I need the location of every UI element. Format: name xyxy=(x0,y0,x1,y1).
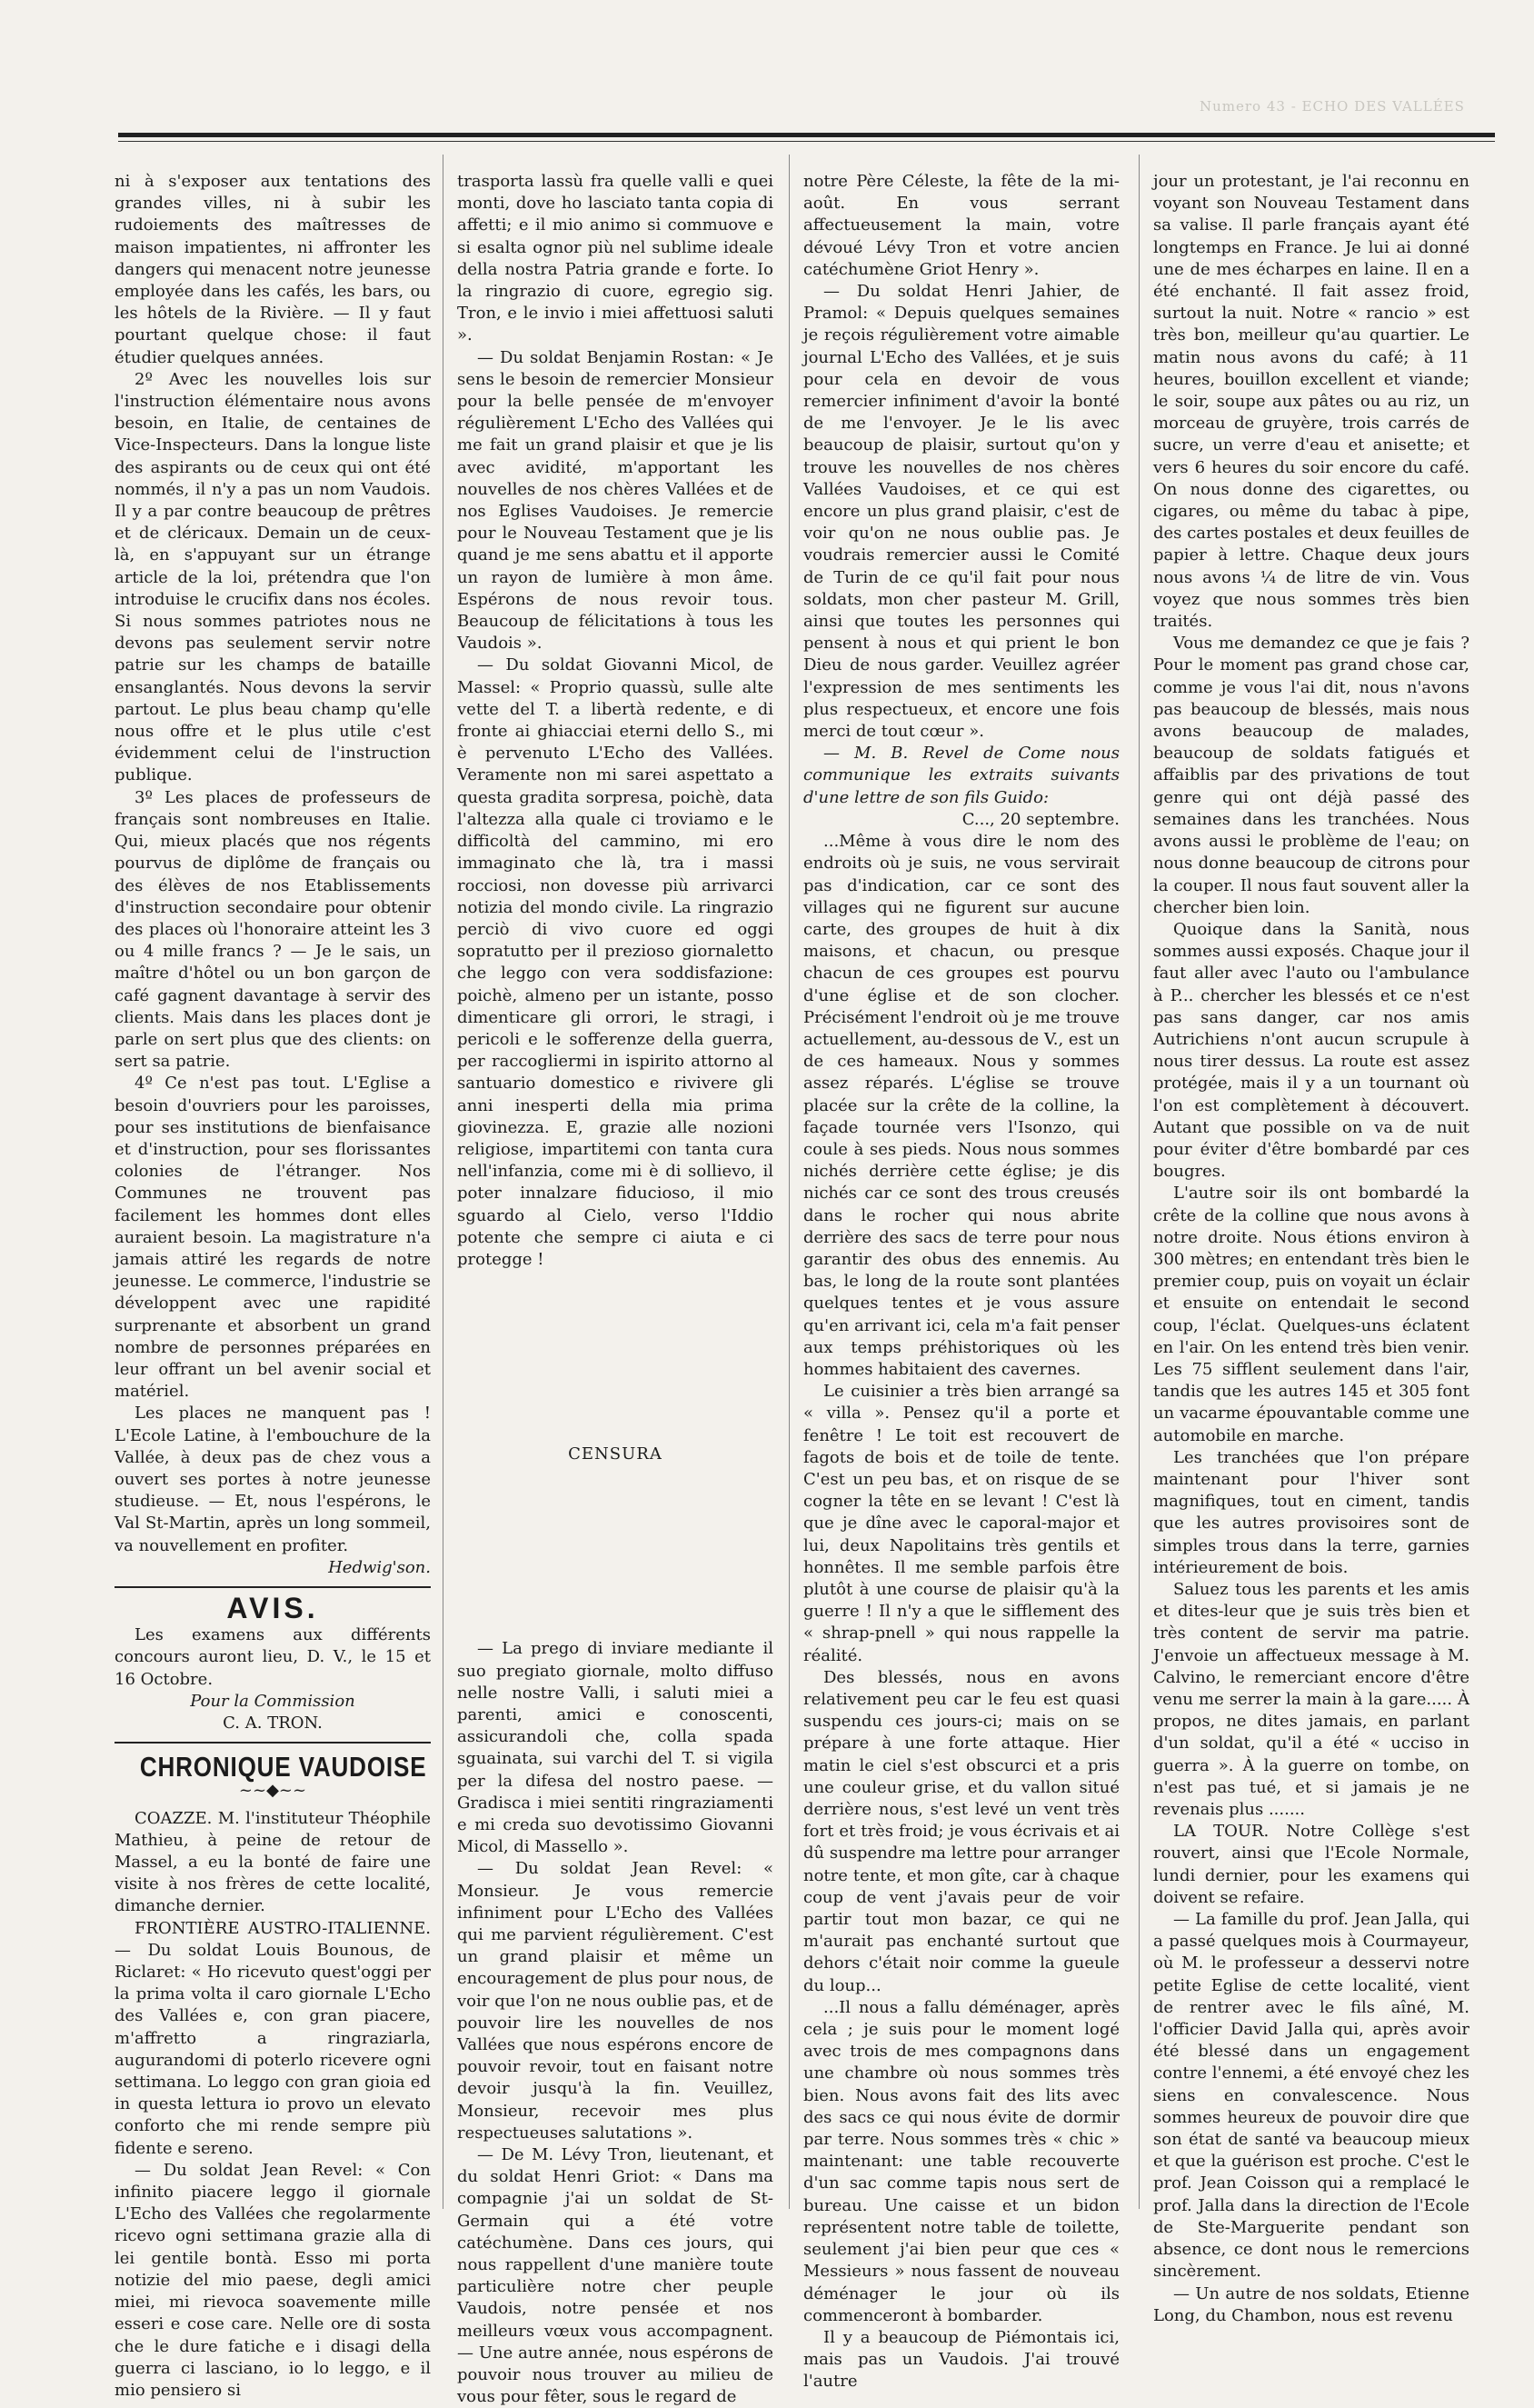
paragraph: notre Père Céleste, la fête de la mi-août. En vous serrant affectueusement la main, votre dévoué Lévy Tron et votre ancien catéchumène Griot Henry ». xyxy=(803,172,1120,279)
paragraph: — Du soldat Henri Jahier, de Pramol: « Depuis quelques semaines je reçois régulièrement votre aimable journal L'Echo des Vallées, et je suis pour cela en devoir de vous remercier infiniment d'avoir la bonté de me l'envoyer. Je le lis avec beaucoup de plaisir, surtout qu'on y trouve les nouvelles de nos chères Vallées Vaudoises, et ce qui est encore un plus grand plaisir, c'est de voir qu'on ne nous oublie pas. Je voudrais remercier aussi le Comité de Turin de ce qu'il fait pour nous soldats, mon cher pasteur M. Grill, ainsi que toutes les personnes qui pensent à nous et qui prient le bon Dieu de nous garder. Veuillez agréer l'expression de mes sentiments les plus respectueux, et encore une fois merci de tout cœur ». xyxy=(803,282,1120,742)
paragraph: — Du soldat Giovanni Micol, de Massel: « Proprio quassù, sulle alte vette del T. a libertà redente, e di fronte ai ghiacciai eterni dello S., mi è pervenuto L'Echo des Vallées. Veramente non mi sarei aspettato a questa gradita sorpresa, poichè, data l'altezza alla quale ci troviamo e le difficoltà del cammino, mi ero immaginato che là, tra i massi rocciosi, non dovesse più arrivarci notizia del mondo civile. La ringrazio perciò di vivo cuore ed oggi sopratutto per il prezioso giornaletto che leggo con vera soddisfazione: poichè, almeno per un istante, posso dimenticare gli orrori, le stragi, i pericoli e le sofferenze della guerra, per raccogliermi in ispirito attorno al santuario domestico e rivivere gli anni inesperti della mia prima giovinezza. E, grazie alle nozioni religiose, impartitemi con tanta cura nell'infanzia, come mi è di sollievo, il poter innalzare fiducioso, il mio sguardo al Cielo, verso l'Iddio potente che sempre ci aiuta e ci protegge ! xyxy=(457,655,773,1269)
column-1 xyxy=(115,171,431,2400)
censura-notice: CENSURA xyxy=(568,1444,662,1464)
paragraph: Saluez tous les parents et les amis et dites-leur que je suis très bien et très content de servir ma patrie. J'envoie un affectueux message à M. Calvino, le remerciant encore d'être venu me serrer la main à la gare..... À propos, ne dites jamais, en parlant d'un soldat, qu'il a été « ucciso in guerra ». À la guerre on tombe, on n'est pas tué, et si jamais je ne revenais plus ....... xyxy=(1153,1580,1469,1820)
paragraph: jour un protestant, je l'ai reconnu en voyant son Nouveau Testament dans sa valise. Il parle français ayant été longtemps en France. Je lui ai donné une de mes écharpes en laine. Il en a été enchanté. Il fait assez froid, surtout la nuit. Notre « rancio » est très bon, meilleur qu'au quartier. Le matin nous avons du café; à 11 heures, bouillon excellent et viande; le soir, soupe aux pâtes ou au riz, un morceau de gruyère, trois carrés de sucre, un verre d'eau et anisette; et vers 6 heures du soir encore du café. On nous donne des cigarettes, ou cigares, ou même du tabac à pipe, des cartes postales et deux feuilles de papier à lettre. Chaque deux jours nous avons ¼ de litre de vin. Vous voyez que nous sommes très bien traités. xyxy=(1153,172,1469,632)
avis-signature: C. A. TRON. xyxy=(223,1714,323,1734)
header-rule-thin xyxy=(118,141,1495,142)
letter-dateline: C..., 20 septembre. xyxy=(961,809,1120,829)
paragraph: Vous me demandez ce que je fais ? Pour le moment pas grand chose car, comme je vous l'ai dit, nous n'avons pas beaucoup de blessés, mais nous avons beaucoup de malades, beaucoup de soldats fatigués et affaiblis par des privations de tout genre qui ont déjà passé des semaines dans les tranchées. Nous avons aussi le problème de l'eau; on nous donne beaucoup de citrons pour la couper. Il nous faut souvent aller la chercher bien loin. xyxy=(1153,634,1469,917)
paragraph: Le cuisinier a très bien arrangé sa « villa ». Pensez qu'il a porte et fenêtre ! Le toit est recouvert de fagots de bois et de toile de tente. C'est un peu bas, et on risque de se cogner la tête en se levant ! C'est là que je dîne avec le caporal-major et lui, deux Napolitains très gentils et honnêtes. Il me semble parfois être plutôt à une course de plaisir qu'à la guerre ! Il n'y a que le sifflement des « shrap-pnell » qui nous rappelle la réalité. xyxy=(803,1382,1120,1665)
paragraph: Des blessés, nous en avons relativement peu car le feu est quasi suspendu ces jours-ci; mais on se prépare à une forte attaque. Hier matin le ciel s'est obscurci et a pris une couleur grise, et du vallon situé derrière nous, s'est levé un vent très fort et très froid; je vous écrivais et ai dû suspendre ma lettre pour arranger notre tente, et mon gîte, car à chaque coup de vent j'avais peur de voir partir tout mon bazar, ce qui ne m'aurait pas enchanté surtout que dehors c'était noir comme la gueule du loup... xyxy=(803,1667,1120,1995)
paragraph: — La famille du prof. Jean Jalla, qui a passé quelques mois à Courmayeur, où M. le professeur a desservi notre petite Eglise de cette localité, vient de rentrer avec le fils aîné, M. l'officier David Jalla qui, après avoir été blessé dans un engagement contre l'ennemi, a été envoyé chez les siens en convalescence. Nous sommes heureux de pouvoir dire que son état de santé va beaucoup mieux et que la guérison est proche. C'est le prof. Jean Coisson qui a remplacé le prof. Jalla dans la direction de l'Ecole de Ste-Marguerite pendant son absence, ce dont nous le remercions sincèrement. xyxy=(1153,1910,1469,2282)
paragraph: LA TOUR. Notre Collège s'est rouvert, ainsi que l'Ecole Normale, lundi dernier, pour les examens qui doivent se refaire. xyxy=(1153,1822,1469,1907)
paragraph: ...Même à vous dire le nom des endroits où je suis, ne vous servirait pas d'indication, car ce sont des villages qui ne figurent sur aucune carte, des groupes de huit à dix maisons, et chacun, ou presque chacun de ces groupes est pourvu d'une église et de son clocher. Précisément l'endroit où je me trouve actuellement, au-dessous de V., est un de ces hameaux. Nous y sommes assez réparés. L'église se trouve placée sur la crête de la colline, la façade tournée vers l'Isonzo, qui coule à ses pieds. Nous nous sommes nichés derrière cette église; je dis nichés car ce sont des trous creusés dans le rocher qui nous abrite derrière des sacs de terre pour nous garantir des obus des ennemis. Au bas, le long de la route sont plantées quelques tentes et je vous assure qu'en arrivant ici, cela m'a fait penser aux temps préhistoriques où les hommes habitaient des cavernes. xyxy=(803,832,1120,1379)
paragraph: trasporta lassù fra quelle valli e quei monti, dove ho lasciato tanta copia di affetti; e il mio animo si commuove e si esalta ognor più nel sublime ideale della nostra Patria grande e forte. Io la ringrazio di cuore, egregio sig. Tron, e le invio i miei affettuosi saluti ». xyxy=(457,172,773,345)
paragraph: — Du soldat Jean Revel: « Monsieur. Je vous remercie infiniment pour L'Echo des Vallées qui me parvient régulièrement. C'est un grand plaisir et même un encouragement de plus pour nous, de voir que l'on ne nous oublie pas, et de pouvoir lire les nouvelles de nos Vallées que nous espérons encore de pouvoir revoir, tout en faisant notre devoir jusqu'à la fin. Veuillez, Monsieur, recevoir mes plus respectueuses salutations ». xyxy=(457,1859,773,2143)
paragraph: COAZZE. M. l'instituteur Théophile Mathieu, à peine de retour de Massel, a eu la bonté de faire une visite à nos frères de cette localité, dimanche dernier. xyxy=(115,1808,431,1916)
paragraph: — Du soldat Jean Revel: « Con infinito piacere leggo il giornale L'Echo des Vallées che regolarmente ricevo ogni settimana grazie alla di lei gentile bontà. Esso mi porta notizie del mio paese, degli amici miei, mi rievoca soavemente mille esseri e cose care. Nelle ore di sosta che le dure fatiche e i disagi della guerra ci lasciano, io lo leggo, e il mio pensiero si xyxy=(115,2160,431,2400)
paragraph: — La prego di inviare mediante il suo pregiato giornale, molto diffuso nelle nostre Valli, i saluti miei a parenti, amici e conoscenti, assicurandoli che, colla spada sguainata, sui varchi del T. si vigila per la difesa del nostro paese. — Gradisca i miei sentiti ringraziamenti e mi creda suo devotissimo Giovanni Micol, di Massello ». xyxy=(457,1639,773,1857)
author-signature: Hedwig'son. xyxy=(328,1557,431,1577)
paragraph: L'autre soir ils ont bombardé la crête de la colline que nous avons à notre droite. Nous étions environ à 300 mètres; en entendant très bien le premier coup, puis on voyait un éclair et ensuite on entendait le second coup, l'éclat. Quelques-uns éclatent en l'air. On les entend très bien venir. Les 75 sifflent seulement dans l'air, tandis que les autres 145 et 305 font un vacarme épouvantable comme une automobile en marche. xyxy=(1153,1184,1469,1445)
paragraph: ...Il nous a fallu déménager, après cela ; je suis pour le moment logé avec trois de mes compagnons dans une chambre où nous sommes très bien. Nous avons fait des lits avec des sacs ce qui nous évite de dormir par terre. Nous sommes très « chic » maintenant: une table recouverte d'un sac comme tapis nous sert de bureau. Une caisse et un bidon représentent notre table de toilette, seulement j'ai bien peur que ces « Messieurs » nous fassent de nouveau déménager le jour où ils commenceront à bombarder. xyxy=(803,1997,1120,2325)
paragraph: 4º Ce n'est pas tout. L'Eglise a besoin d'ouvriers pour les paroisses, pour ses institutions de bienfaisance et d'instruction, pour ses florissantes colonies de l'étranger. Nos Communes ne trouvent pas facilement les hommes dont elles auraient besoin. La magistrature n'a jamais attiré les regards de notre jeunesse. Le commerce, l'industrie se développent avec une rapidité surprenante et absorbent un grand nombre de personnes préparées en leur offrant un bel avenir social et matériel. xyxy=(115,1074,431,1402)
paragraph: ni à s'exposer aux tentations des grandes villes, ni à subir les rudoiements des maîtresses de maison impatientes, ni affronter les dangers qui menacent notre jeunesse employée dans les cafés, les bars, ou les hôtels de la Rivière. — Il y faut pourtant quelque chose: il faut étudier quelques années. xyxy=(115,172,431,367)
section-separator xyxy=(115,1742,431,1744)
paragraph: — Un autre de nos soldats, Etienne Long, du Chambon, nous est revenu xyxy=(1153,2283,1469,2325)
paragraph: — Du soldat Benjamin Rostan: « Je sens le besoin de remercier Monsieur pour la belle pensée de m'envoyer régulièrement L'Echo des Vallées qui me fait un grand plaisir et que je lis avec avidité, m'apportant les nouvelles de nos chères Vallées et de nos Eglises Vaudoises. Je remercie pour le Nouveau Testament que je lis quand je me sens abattu et il apporte un rayon de lumière à mon âme. Espérons de nous revoir tous. Beaucoup de félicitations à tous les Vaudois ». xyxy=(457,347,773,654)
ornament-divider: ~~◆~~ xyxy=(238,1781,307,1801)
paragraph: Les places ne manquent pas ! L'Ecole Latine, à l'embouchure de la Vallée, à deux pas de chez vous a ouvert ses portes à notre jeunesse studieuse. — Et, nous l'espérons, le Val St-Martin, après un long sommeil, va nouvellement en profiter. xyxy=(115,1404,431,1555)
header-rule-thick xyxy=(118,133,1495,137)
paragraph: — M. B. Revel de Come nous communique les extraits suivants d'une lettre de son fils Guido: xyxy=(803,744,1120,807)
column-3 xyxy=(803,171,1120,2392)
column-4 xyxy=(1153,171,1469,2325)
paragraph: 2º Avec les nouvelles lois sur l'instruction élémentaire nous avons besoin, en Italie, de centaines de Vice-Inspecteurs. Dans la longue liste des aspirants ou de ceux qui ont été nommés, il n'y a pas un nom Vaudois. Il y a par contre beaucoup de prêtres et de cléricaux. Demain un de ceux-là, en s'appuyant sur un étrange article de la loi, prétendra que l'on introduise le crucifix dans nos écoles. Si nous sommes patriotes nous ne devons pas seulement servir notre patrie sur les champs de bataille ensanglantés. Nous devons la servir partout. Le plus beau champ qu'elle nous offre et le plus utile c'est évidemment celui de l'instruction publique. xyxy=(115,369,431,785)
avis-heading: AVIS. xyxy=(226,1592,319,1624)
faint-page-header: Numero 43 - ECHO DES VALLÉES xyxy=(1200,98,1465,115)
paragraph: 3º Les places de professeurs de français sont nombreuses en Italie. Qui, mieux placés que nos régents pourvus de diplôme de français ou des élèves de nos Etablissements d'instruction secondaire pour obtenir des places où l'honoraire atteint les 3 ou 4 mille francs ? — Je le sais, un maître d'hôtel ou un bon garçon de café gagnent davantage à servir des clients. Mais dans les places dont je parle on sert plus que des clients: on sert sa patrie. xyxy=(115,787,431,1072)
avis-commission: Pour la Commission xyxy=(190,1691,355,1711)
chronique-heading: CHRONIQUE VAUDOISE xyxy=(139,1751,427,1784)
column-2 xyxy=(457,171,773,2407)
avis-text: Les examens aux différents concours auront lieu, D. V., le 15 et 16 Octobre. xyxy=(115,1625,431,1689)
column-divider xyxy=(1139,155,1140,2209)
paragraph: Quoique dans la Sanità, nous sommes aussi exposés. Chaque jour il faut aller avec l'auto ou l'ambulance à P... chercher les blessés et ce n'est pas sans danger, car nos amis Autrichiens n'ont aucun scrupule à nous tirer dessus. La route est assez protégée, mais il y a un tournant où l'on est complètement à découvert. Autant que possible on va de nuit pour éviter d'être bombardé par ces bougres. xyxy=(1153,919,1469,1182)
paragraph: FRONTIÈRE AUSTRO-ITALIENNE. — Du soldat Louis Bounous, de Riclaret: « Ho ricevuto quest'oggi per la prima volta il caro giornale L'Echo des Vallées e, con gran piacere, m'affretto a ringraziarla, augurandomi di poterlo ricevere ogni settimana. Lo leggo con gran gioia ed in questa lettura io provo un elevato conforto che mi rende sempre più fidente e sereno. xyxy=(115,1918,431,2158)
paragraph: Les tranchées que l'on prépare maintenant pour l'hiver sont magnifiques, tout en ciment, tandis que les autres provisoires sont de simples trous dans la terre, garnies intérieurement de bois. xyxy=(1153,1447,1469,1577)
section-separator xyxy=(115,1586,431,1588)
paragraph: — De M. Lévy Tron, lieutenant, et du soldat Henri Griot: « Dans ma compagnie j'ai un soldat de St-Germain qui a été votre catéchumène. Dans ces jours, qui nous rappellent d'une manière toute particulière notre cher peuple Vaudois, notre pensée et nos meilleurs vœux vous accompagnent. — Une autre année, nous espérons de pouvoir nous trouver au milieu de vous pour fêter, sous le regard de xyxy=(457,2145,773,2407)
column-divider xyxy=(789,155,790,2209)
paragraph: Il y a beaucoup de Piémontais ici, mais pas un Vaudois. J'ai trouvé l'autre xyxy=(803,2327,1120,2392)
